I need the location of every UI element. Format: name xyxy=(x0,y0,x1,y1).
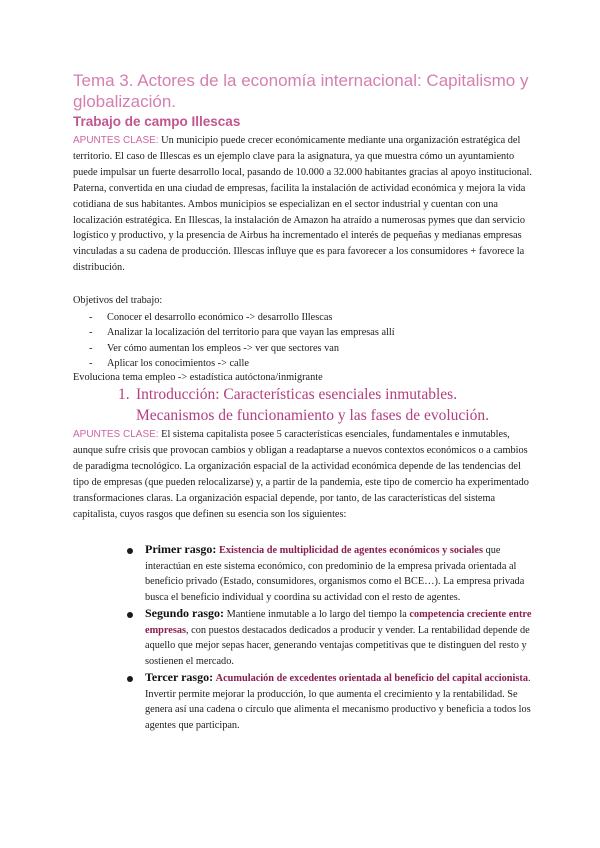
trait-highlight: competencia creciente entre empresas xyxy=(145,609,532,636)
intro-paragraph xyxy=(73,133,538,276)
objective-text: Aplicar los conocimientos -> calle xyxy=(107,358,249,370)
traits-list xyxy=(125,542,540,734)
intro-text: Un municipio puede crecer económicamente mediante una organización estratégica del territorio. El caso de Illescas es un ejemplo clave para la asignatura, ya que muestra cómo un ayuntamiento puede impulsar un fuerte desarrollo local, pasando de 10.000 a 32.000 habitantes gracias al apoyo institucional. Paterna, convertida en una ciudad de empresas, facilita la instalación de actividad económica y mejora la vida cotidiana de sus habitantes. Ambos municipios se especializan en el sector industrial y cuentan con una localización estratégica. En Illescas, la instalación de Amazon ha atraído a numerosas pymes que dan servicio logístico y productivo, y la presencia de Airbus ha incrementado el interés de pequeñas y medianas empresas vinculadas a su cadena de producción. Illescas influye que es para favorecer a los consumidores + favorece la distribución. xyxy=(73,135,532,274)
section-title-line2: Mecanismos de funcionamiento y las fases de evolución. xyxy=(136,407,489,424)
objective-text: Analizar la localización del territorio para que vayan las empresas allí xyxy=(107,327,395,339)
trait-highlight: Existencia de multiplicidad de agentes económicos y sociales xyxy=(219,545,483,556)
bullet-icon xyxy=(127,676,133,682)
trait-item xyxy=(125,670,540,733)
objectives-heading: Objetivos del trabajo: xyxy=(73,295,163,306)
section-number: 1. xyxy=(118,386,130,403)
trait-text: . Invertir permite mejorar la producción, lo que aumenta el crecimiento y la rentabilidad. Se genera así una cadena o círculo que alimenta el mecanismo productivo y beneficia a todos los agentes que participan. xyxy=(145,673,531,731)
objective-text: Conocer el desarrollo económico -> desarrollo Illescas xyxy=(107,312,333,323)
section-heading xyxy=(118,384,489,426)
notes-label: APUNTES CLASE: xyxy=(73,135,159,146)
notes-label: APUNTES CLASE: xyxy=(73,429,159,440)
dash-marker: - xyxy=(89,312,93,323)
section-title-line1: Introducción: Características esenciales inmutables. xyxy=(136,386,458,403)
dash-marker: - xyxy=(89,342,93,354)
trait-highlight: Acumulación de excedentes orientada al beneficio del capital accionista xyxy=(215,673,528,684)
objectives-list xyxy=(73,310,395,372)
trait-text-pre: Mantiene inmutable a lo largo del tiempo la xyxy=(224,609,410,620)
bullet-icon xyxy=(127,612,133,618)
trait-item xyxy=(125,606,540,669)
trait-heading: Segundo rasgo: xyxy=(145,606,225,620)
trait-text: , con puestos destacados dedicados a producir y vender. La rentabilidad depende de aquello que mejor sepas hacer, generando ventajas competitivas que te distinguen del resto y sostienen el mercado. xyxy=(145,624,530,667)
objective-item xyxy=(73,325,395,340)
trait-text: que interactúan en este sistema económico, con predominio de la empresa privada orientada al beneficio privado (Estado, consumidores, organismos como el BCE…). La empresa privada busca el beneficio individual y coordina su actividad con el resto de agentes. xyxy=(145,545,525,603)
trait-heading: Tercer rasgo: xyxy=(145,670,214,684)
objective-item xyxy=(73,310,395,325)
objective-text: Ver cómo aumentan los empleos -> ver que sectores van xyxy=(107,342,339,354)
objective-item xyxy=(73,356,395,371)
bullet-icon xyxy=(127,548,133,554)
trait-heading: Primer rasgo: xyxy=(145,542,217,556)
evolution-note: Evoluciona tema empleo -> estadística autóctona/inmigrante xyxy=(73,372,323,383)
document-title: Tema 3. Actores de la economía internacional: Capitalismo y globalización. xyxy=(73,71,529,111)
document-subtitle: Trabajo de campo Illescas xyxy=(73,114,241,129)
section-paragraph xyxy=(73,427,538,522)
trait-item xyxy=(125,542,540,605)
dash-marker: - xyxy=(89,327,93,339)
section-text: El sistema capitalista posee 5 características esenciales, fundamentales e inmutables, aunque sufre crisis que provocan cambios y obligan a readaptarse a nuevos contextos económicos o a cambios de paradigma tecnológico. La organización espacial de la actividad económica depende de las tendencias del tipo de empresas (que pueden relocalizarse) y, a partir de la pandemia, este tipo de comercio ha experimentado transformaciones claras. La organización espacial depende, por tanto, de las características del sistema capitalista, cuyos rasgos que definen su esencia son los siguientes: xyxy=(73,429,529,520)
dash-marker: - xyxy=(89,358,93,370)
objective-item xyxy=(73,341,395,356)
